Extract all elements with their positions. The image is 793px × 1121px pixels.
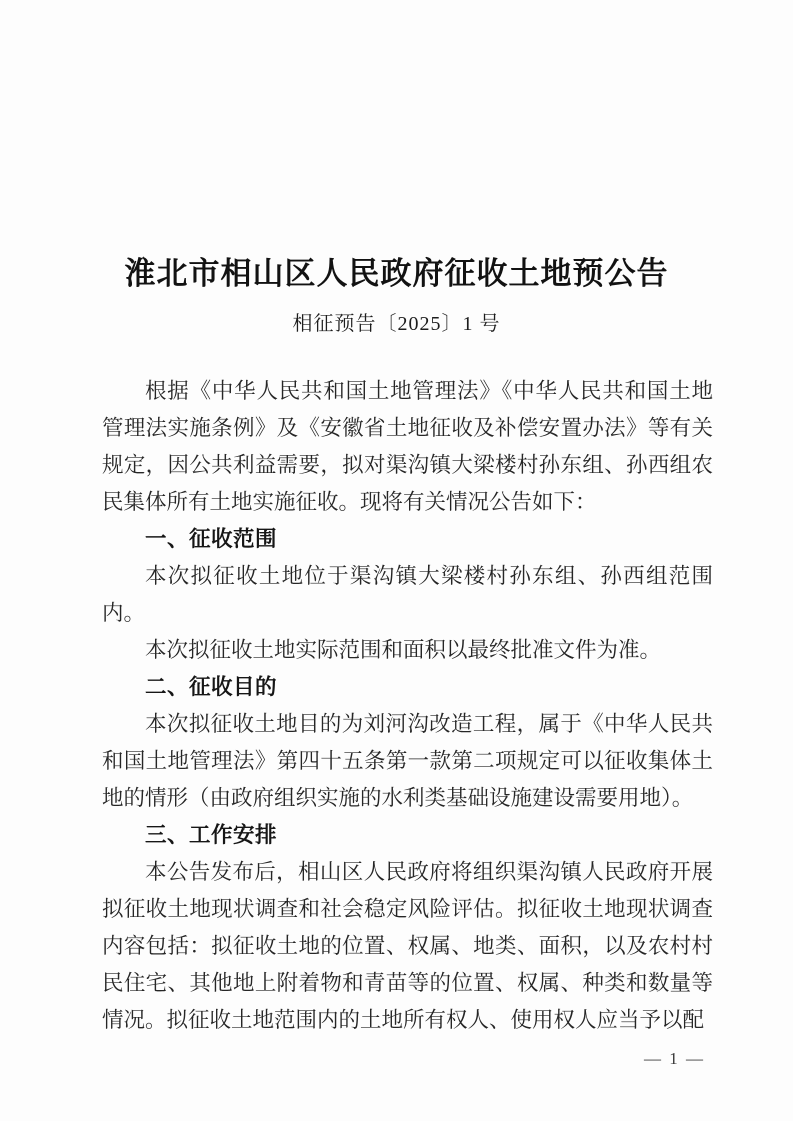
page-title: 淮北市相山区人民政府征收土地预公告 (124, 256, 669, 291)
document-body (102, 373, 713, 1039)
section-heading-purpose: 二、征收目的 (145, 675, 278, 699)
doc-number: 相征预告〔2025〕1 号 (292, 313, 501, 335)
section-heading-work-plan: 三、工作安排 (145, 823, 278, 847)
section-heading-scope: 一、征收范围 (145, 527, 278, 551)
paragraph-scope-location: 本次拟征收土地位于渠沟镇大梁楼村孙东组、孙西组范围内。 (102, 564, 713, 625)
paragraph-purpose: 本次拟征收土地目的为刘河沟改造工程，属于《中华人民共和国土地管理法》第四十五条第一款第二项规定可以征收集体土地的情形（由政府组织实施的水利类基础设施建设需要用地）。 (102, 712, 713, 810)
page-number: — 1 — (644, 1049, 705, 1068)
paragraph-work-plan: 本公告发布后，相山区人民政府将组织渠沟镇人民政府开展拟征收土地现状调查和社会稳定风险评估。拟征收土地现状调查内容包括：拟征收土地的位置、权属、地类、面积，以及农村村民住宅、其他地上附着物和青苗等的位置、权属、种类和数量等情况。拟征收土地范围内的土地所有权人、使用权人应当予以配 (102, 860, 713, 1032)
paragraph-scope-area: 本次拟征收土地实际范围和面积以最终批准文件为准。 (145, 638, 662, 662)
paragraph-intro: 根据《中华人民共和国土地管理法》《中华人民共和国土地管理法实施条例》及《安徽省土地征收及补偿安置办法》等有关规定，因公共利益需要，拟对渠沟镇大梁楼村孙东组、孙西组农民集体所有土地实施征收。现将有关情况公告如下： (102, 379, 713, 514)
